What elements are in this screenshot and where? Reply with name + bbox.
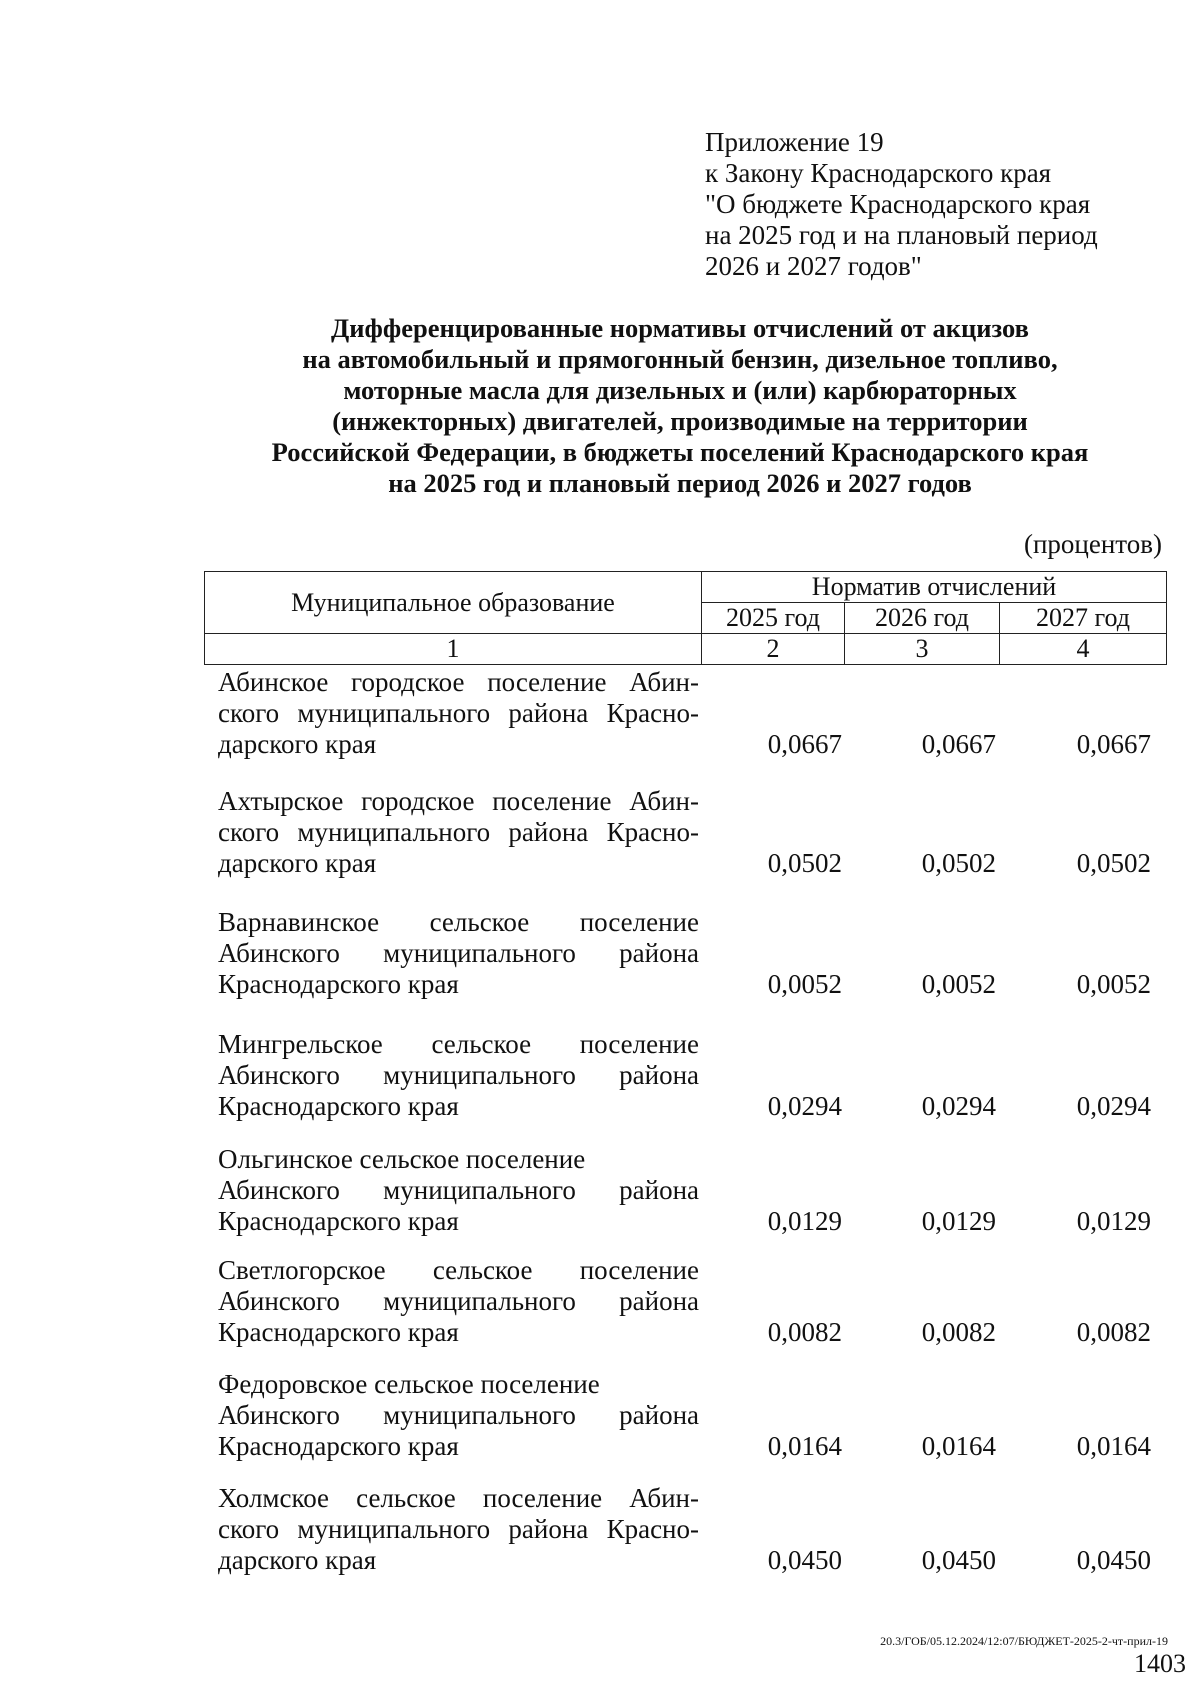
value-2025: 0,0502 xyxy=(767,848,842,878)
name-line: Краснодарского края xyxy=(218,1317,459,1347)
table-header xyxy=(204,571,1167,665)
table-row xyxy=(204,1369,1166,1462)
header-year-2025: 2025 год xyxy=(702,603,845,634)
name-line: Краснодарского края xyxy=(218,969,459,999)
table-body xyxy=(204,667,1166,1576)
header-year-2026: 2026 год xyxy=(845,603,1000,634)
row-municipality-name xyxy=(204,1369,699,1462)
value-2026: 0,0502 xyxy=(921,848,996,878)
name-line: Краснодарского края xyxy=(218,1431,459,1461)
appendix-line: на 2025 год и на плановый период xyxy=(705,220,1098,250)
header-number-3: 3 xyxy=(845,634,1000,665)
value-2025: 0,0129 xyxy=(767,1206,842,1236)
name-line: ского муниципального района Красно- xyxy=(218,1514,699,1544)
title-line: (инжекторных) двигателей, производимые на территории xyxy=(332,406,1028,436)
table-row xyxy=(204,1029,1166,1122)
header-norm-group: Норматив отчислений xyxy=(702,572,1167,603)
header-number-1: 1 xyxy=(205,634,702,665)
name-line: Мингрельское сельское поселение xyxy=(218,1029,699,1059)
value-2026: 0,0667 xyxy=(921,729,996,759)
value-2027: 0,0450 xyxy=(1076,1545,1151,1575)
name-line: Абинского муниципального района xyxy=(218,938,699,968)
name-line: Холмское сельское поселение Абин- xyxy=(218,1483,699,1513)
row-municipality-name xyxy=(204,1255,699,1348)
name-line: Абинского муниципального района xyxy=(218,1286,699,1316)
document-title xyxy=(180,313,1180,499)
value-2025: 0,0294 xyxy=(767,1091,842,1121)
name-line: Ахтырское городское поселение Абин- xyxy=(218,786,699,816)
appendix-line: "О бюджете Краснодарского края xyxy=(705,189,1091,219)
name-line: ского муниципального района Красно- xyxy=(218,817,699,847)
name-line: Абинского муниципального района xyxy=(218,1175,699,1205)
name-line: Светлогорское сельское поселение xyxy=(218,1255,699,1285)
name-line: Краснодарского края xyxy=(218,1206,459,1236)
appendix-line: к Закону Краснодарского края xyxy=(705,158,1052,188)
name-line: дарского края xyxy=(218,1545,377,1575)
name-line: Абинского муниципального района xyxy=(218,1060,699,1090)
name-line: ского муниципального района Красно- xyxy=(218,698,699,728)
document-code: 20.3/ГОБ/05.12.2024/12:07/БЮДЖЕТ-2025-2-чт-прил-19 xyxy=(880,1634,1168,1648)
row-municipality-name xyxy=(204,1144,699,1237)
title-line: Дифференцированные нормативы отчислений от акцизов xyxy=(331,313,1029,343)
appendix-header xyxy=(705,127,1098,282)
table-row xyxy=(204,1255,1166,1348)
table-row xyxy=(204,1144,1166,1237)
title-line: на 2025 год и плановый период 2026 и 2027 годов xyxy=(388,468,972,498)
name-line: Абинского муниципального района xyxy=(218,1400,699,1430)
name-line: дарского края xyxy=(218,729,377,759)
row-municipality-name xyxy=(204,1029,699,1122)
value-2026: 0,0052 xyxy=(921,969,996,999)
header-number-4: 4 xyxy=(1000,634,1167,665)
value-2027: 0,0129 xyxy=(1076,1206,1151,1236)
title-line: Российской Федерации, в бюджеты поселений Краснодарского края xyxy=(271,437,1089,467)
value-2025: 0,0667 xyxy=(767,729,842,759)
row-municipality-name xyxy=(204,907,699,1000)
value-2027: 0,0502 xyxy=(1076,848,1151,878)
value-2027: 0,0082 xyxy=(1076,1317,1151,1347)
value-2025: 0,0164 xyxy=(767,1431,842,1461)
name-line: Краснодарского края xyxy=(218,1091,459,1121)
header-number-2: 2 xyxy=(702,634,845,665)
value-2025: 0,0052 xyxy=(767,969,842,999)
name-line: дарского края xyxy=(218,848,377,878)
table-row xyxy=(204,907,1166,1000)
value-2026: 0,0129 xyxy=(921,1206,996,1236)
value-2027: 0,0164 xyxy=(1076,1431,1151,1461)
table-row xyxy=(204,1483,1166,1576)
header-municipality: Муниципальное образование xyxy=(205,572,702,634)
value-2025: 0,0082 xyxy=(767,1317,842,1347)
title-line: на автомобильный и прямогонный бензин, дизельное топливо, xyxy=(302,344,1058,374)
value-2027: 0,0052 xyxy=(1076,969,1151,999)
row-municipality-name xyxy=(204,786,699,879)
table-row xyxy=(204,667,1166,760)
title-line: моторные масла для дизельных и (или) карбюраторных xyxy=(343,375,1017,405)
value-2026: 0,0082 xyxy=(921,1317,996,1347)
page-number: 1403 xyxy=(1134,1649,1186,1678)
name-line: Ольгинское сельское поселение xyxy=(218,1144,586,1174)
value-2026: 0,0450 xyxy=(921,1545,996,1575)
value-2026: 0,0294 xyxy=(921,1091,996,1121)
value-2025: 0,0450 xyxy=(767,1545,842,1575)
header-year-2027: 2027 год xyxy=(1000,603,1167,634)
row-municipality-name xyxy=(204,1483,699,1576)
value-2027: 0,0294 xyxy=(1076,1091,1151,1121)
row-municipality-name xyxy=(204,667,699,760)
name-line: Абинское городское поселение Абин- xyxy=(218,667,699,697)
appendix-line: Приложение 19 xyxy=(705,127,884,157)
value-2026: 0,0164 xyxy=(921,1431,996,1461)
appendix-line: 2026 и 2027 годов" xyxy=(705,251,922,281)
name-line: Федоровское сельское поселение xyxy=(218,1369,600,1399)
table-row xyxy=(204,786,1166,879)
units-label: (процентов) xyxy=(1023,529,1162,559)
value-2027: 0,0667 xyxy=(1076,729,1151,759)
name-line: Варнавинское сельское поселение xyxy=(218,907,699,937)
